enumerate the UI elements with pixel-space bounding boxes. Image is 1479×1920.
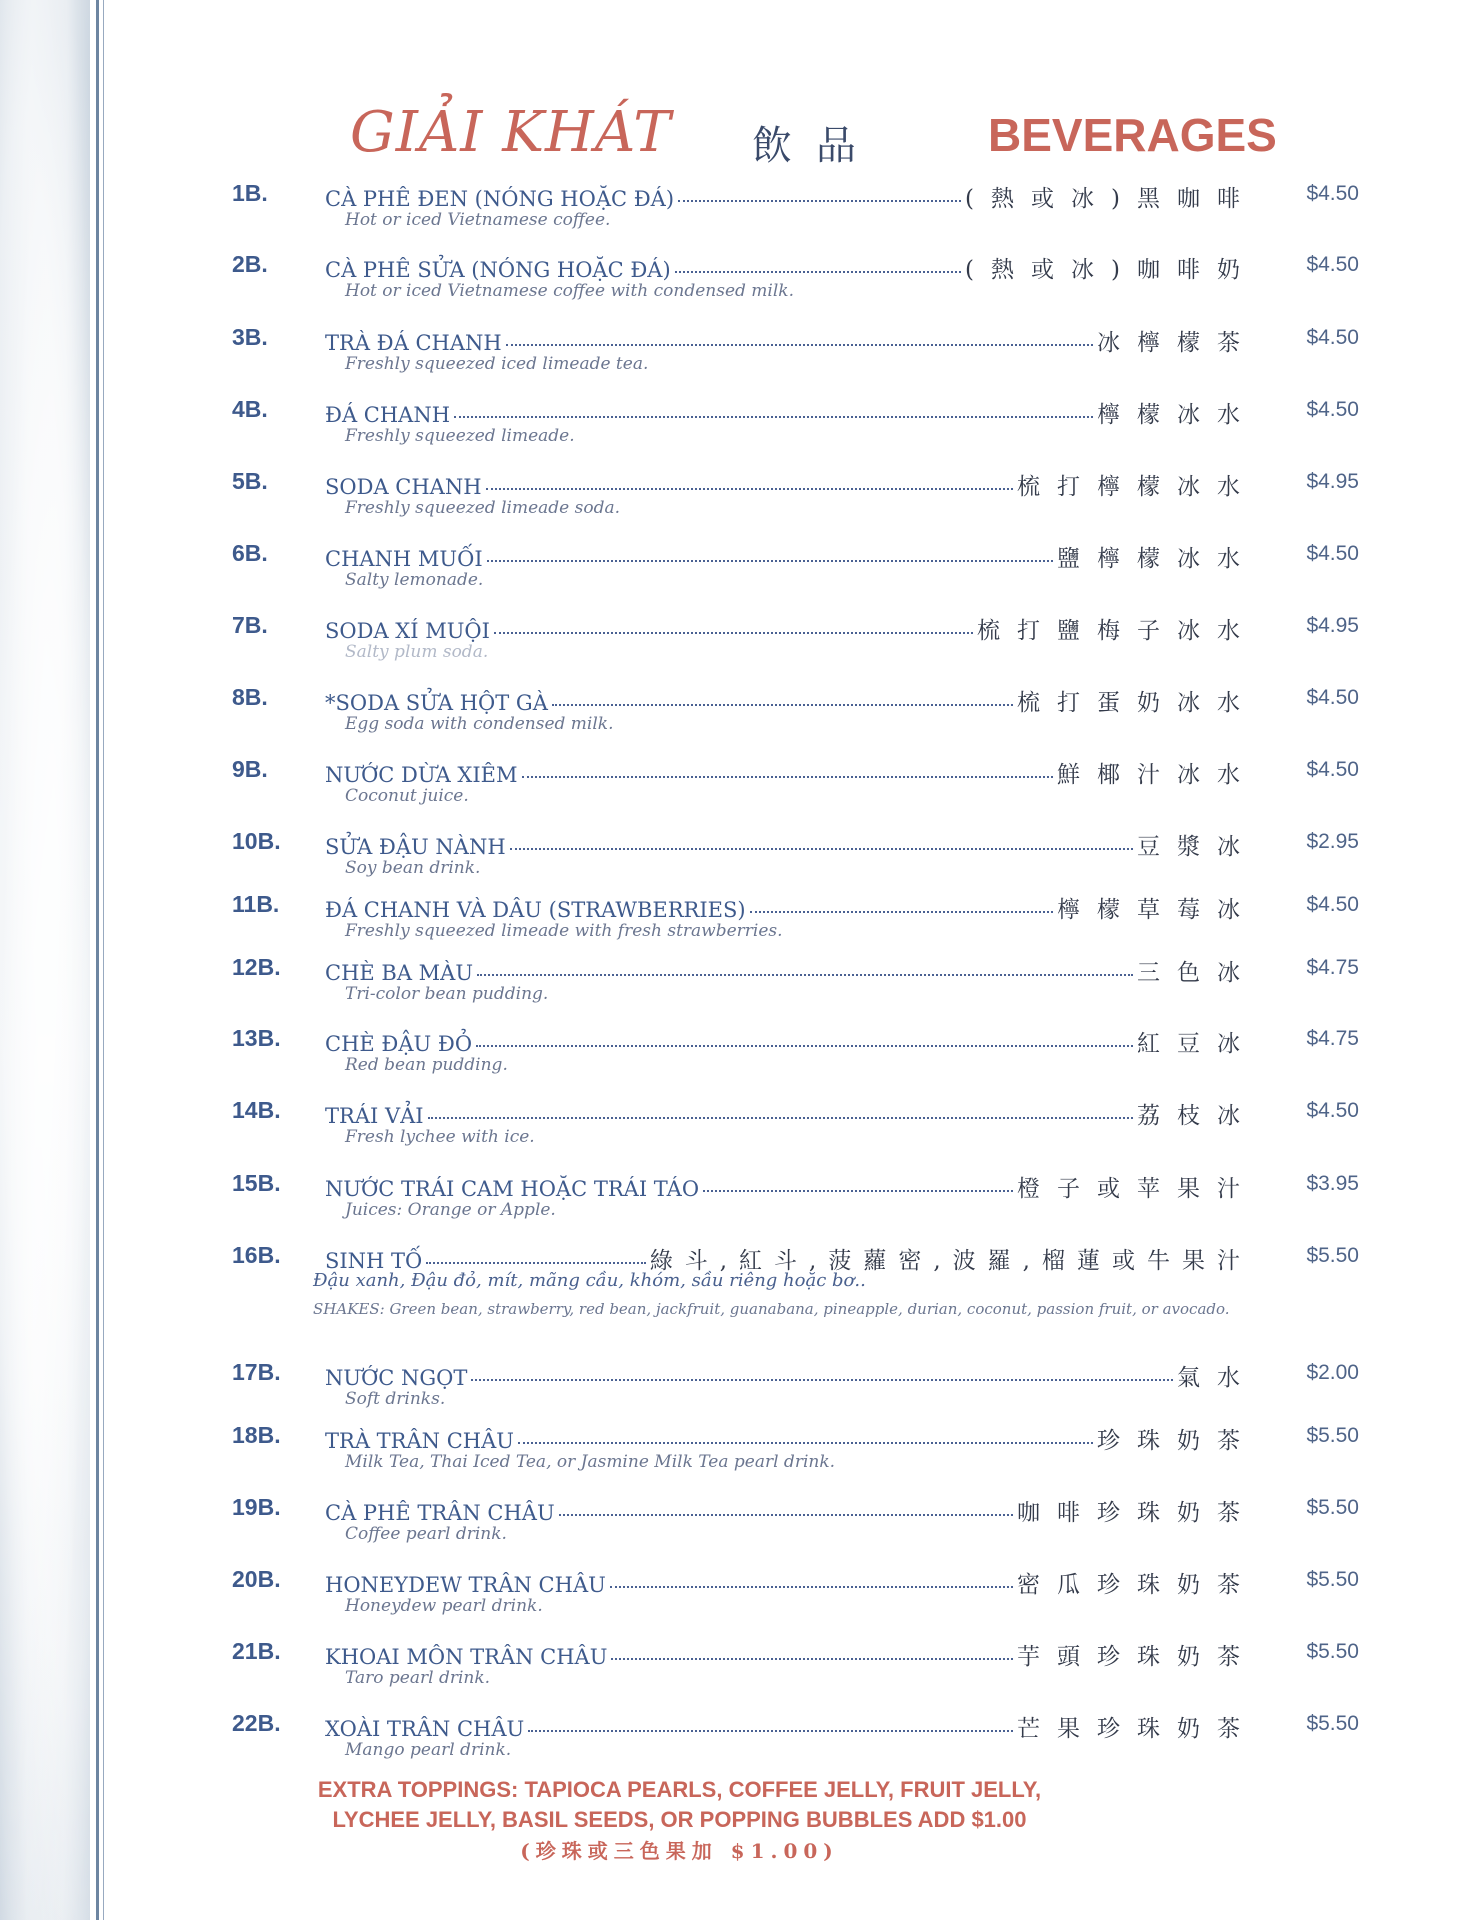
item-line [325, 954, 1257, 987]
item-price: $5.50 [1306, 1568, 1359, 1591]
item-description: Soy bean drink. [345, 858, 481, 878]
item-name: NƯỚC TRÁI CAM HOẶC TRÁI TÁO [325, 1177, 700, 1201]
dot-leader [487, 560, 1053, 562]
dot-leader [510, 848, 1133, 850]
item-line [325, 1494, 1257, 1527]
menu-item [0, 1025, 1479, 1085]
dot-leader [750, 911, 1053, 913]
menu-item [0, 540, 1479, 600]
item-number: 16B. [232, 1242, 281, 1268]
item-name: SODA CHANH [325, 475, 482, 499]
item-number: 6B. [232, 540, 268, 566]
item-description: Tri-color bean pudding. [345, 984, 549, 1004]
toppings-line-1: EXTRA TOPPINGS: TAPIOCA PEARLS, COFFEE JELLY, FRUIT JELLY, [317, 1777, 1042, 1802]
item-price: $5.50 [1306, 1640, 1359, 1663]
item-description: Honeydew pearl drink. [345, 1596, 543, 1616]
item-description: Salty plum soda. [345, 642, 489, 662]
dot-leader [610, 1586, 1013, 1588]
item-price: $2.00 [1306, 1361, 1359, 1384]
menu-item [0, 1359, 1479, 1419]
item-line [325, 756, 1257, 789]
menu-item [0, 180, 1479, 240]
menu-item [0, 324, 1479, 384]
item-line [325, 1566, 1257, 1599]
item-price: $4.50 [1306, 1099, 1359, 1122]
item-price: $4.50 [1306, 542, 1359, 565]
item-number: 10B. [232, 828, 281, 854]
item-description: Coconut juice. [345, 786, 469, 806]
menu-item [0, 891, 1479, 951]
toppings-line-chinese: (珍珠或三色果加 $1.00) [520, 1839, 839, 1863]
item-name: SINH TỐ [325, 1249, 423, 1273]
menu-item [0, 954, 1479, 1014]
item-line [325, 251, 1257, 284]
item-price: $4.50 [1306, 893, 1359, 916]
menu-header [0, 100, 1479, 180]
item-description: SHAKES: Green bean, strawberry, red bean, jackfruit, guanabana, pineapple, durian, coconut, passion fruit, or avocado. [313, 1300, 1230, 1318]
item-number: 19B. [232, 1494, 281, 1520]
item-line [325, 1170, 1257, 1203]
item-price: $4.75 [1306, 1027, 1359, 1050]
menu-item [0, 1638, 1479, 1698]
item-name: NƯỚC NGỌT [325, 1366, 468, 1390]
item-chinese-name: (熱或冰)黑咖啡 [965, 186, 1257, 212]
item-number: 3B. [232, 324, 268, 350]
item-chinese-name: 豆漿冰 [1137, 834, 1257, 860]
item-description: Fresh lychee with ice. [345, 1127, 535, 1147]
item-number: 14B. [232, 1097, 281, 1123]
item-chinese-name: 梳打鹽梅子冰水 [977, 618, 1257, 644]
item-description: Hot or iced Vietnamese coffee. [345, 210, 611, 230]
item-line [325, 891, 1257, 924]
item-chinese-name: 檸檬草莓冰 [1057, 897, 1257, 923]
title-chinese: 飲品 [752, 123, 880, 169]
dot-leader [454, 416, 1093, 418]
item-line [325, 1097, 1257, 1130]
item-description: Mango pearl drink. [345, 1740, 512, 1760]
item-number: 13B. [232, 1025, 281, 1051]
dot-leader [675, 271, 961, 273]
item-number: 18B. [232, 1422, 281, 1448]
menu-item [0, 1494, 1479, 1554]
item-chinese-name: 梳打檸檬冰水 [1017, 474, 1257, 500]
toppings-line-2: LYCHEE JELLY, BASIL SEEDS, OR POPPING BUBBLES ADD $1.00 [332, 1807, 1027, 1832]
item-price: $4.75 [1306, 956, 1359, 979]
item-chinese-name: 三色冰 [1137, 960, 1257, 986]
item-description: Red bean pudding. [345, 1055, 508, 1075]
item-number: 4B. [232, 396, 268, 422]
item-name: SODA XÍ MUỘI [325, 619, 490, 643]
item-price: $4.95 [1306, 470, 1359, 493]
item-name: TRÀ TRÂN CHÂU [325, 1429, 514, 1453]
dot-leader [506, 344, 1093, 346]
item-line [325, 468, 1257, 501]
item-line [325, 1025, 1257, 1058]
item-price: $5.50 [1306, 1244, 1359, 1267]
item-chinese-name: 咖啡珍珠奶茶 [1017, 1500, 1257, 1526]
item-name: CÀ PHÊ SỬA (NÓNG HOẶC ĐÁ) [325, 258, 671, 282]
item-name: SỬA ĐẬU NÀNH [325, 835, 506, 859]
item-chinese-name: 紅豆冰 [1137, 1031, 1257, 1057]
item-name: TRÀ ĐÁ CHANH [325, 331, 502, 355]
item-name: TRÁI VẢI [325, 1104, 424, 1128]
item-description: Hot or iced Vietnamese coffee with condensed milk. [345, 281, 794, 301]
dot-leader [471, 1379, 1173, 1381]
menu-item [0, 828, 1479, 888]
item-chinese-name: 芒果珍珠奶茶 [1017, 1716, 1257, 1742]
menu-item [0, 1566, 1479, 1626]
item-chinese-name: 鹽檸檬冰水 [1057, 546, 1257, 572]
item-chinese-name: 鮮椰汁冰水 [1057, 762, 1257, 788]
item-name: CÀ PHÊ TRÂN CHÂU [325, 1501, 555, 1525]
item-name: CHÈ BA MÀU [325, 961, 474, 985]
item-number: 21B. [232, 1638, 281, 1664]
item-price: $4.95 [1306, 614, 1359, 637]
item-number: 1B. [232, 180, 268, 206]
item-chinese-name: 冰檸檬茶 [1097, 330, 1257, 356]
item-description: Salty lemonade. [345, 570, 484, 590]
item-line [325, 1359, 1257, 1392]
title-vietnamese: GIẢI KHÁT [350, 100, 672, 165]
item-name: CHANH MUỐI [325, 547, 483, 571]
item-line [325, 1710, 1257, 1743]
item-name: CHÈ ĐẬU ĐỎ [325, 1032, 473, 1056]
item-chinese-name: 檸檬冰水 [1097, 402, 1257, 428]
item-line [325, 684, 1257, 717]
dot-leader [426, 1262, 645, 1264]
item-line [325, 1422, 1257, 1455]
item-name: HONEYDEW TRÂN CHÂU [325, 1573, 606, 1597]
item-description: Soft drinks. [345, 1389, 446, 1409]
item-line [325, 1638, 1257, 1671]
item-name: XOÀI TRÂN CHÂU [325, 1717, 525, 1741]
item-line [325, 324, 1257, 357]
item-description: Egg soda with condensed milk. [345, 714, 614, 734]
item-name: KHOAI MÔN TRÂN CHÂU [325, 1645, 608, 1669]
dot-leader [486, 488, 1013, 490]
item-price: $4.50 [1306, 758, 1359, 781]
menu-item [0, 468, 1479, 528]
item-chinese-name: 珍珠奶茶 [1097, 1428, 1257, 1454]
item-chinese-name: 梳打蛋奶冰水 [1017, 690, 1257, 716]
item-description: Juices: Orange or Apple. [345, 1200, 556, 1220]
item-description: Freshly squeezed iced limeade tea. [345, 354, 649, 374]
item-line [325, 612, 1257, 645]
menu-item [0, 612, 1479, 672]
item-price: $2.95 [1306, 830, 1359, 853]
title-english: BEVERAGES [988, 109, 1277, 161]
item-chinese-name: 橙子或苹果汁 [1017, 1176, 1257, 1202]
item-name: CÀ PHÊ ĐEN (NÓNG HOẶC ĐÁ) [325, 187, 675, 211]
item-description: Taro pearl drink. [345, 1668, 491, 1688]
menu-item [0, 1710, 1479, 1770]
item-chinese-name: 荔枝冰 [1137, 1103, 1257, 1129]
item-price: $5.50 [1306, 1712, 1359, 1735]
item-price: $4.50 [1306, 326, 1359, 349]
item-description: Freshly squeezed limeade with fresh strawberries. [345, 921, 783, 941]
dot-leader [611, 1658, 1013, 1660]
menu-item [0, 684, 1479, 744]
item-price: $4.50 [1306, 253, 1359, 276]
dot-leader [518, 1442, 1093, 1444]
item-chinese-name: (熱或冰)咖啡奶 [965, 257, 1257, 283]
menu-item [0, 756, 1479, 816]
item-chinese-name: 氣水 [1177, 1365, 1257, 1391]
dot-leader [559, 1514, 1013, 1516]
item-description: Milk Tea, Thai Iced Tea, or Jasmine Milk Tea pearl drink. [345, 1452, 836, 1472]
menu-item [0, 1170, 1479, 1230]
dot-leader [477, 974, 1133, 976]
dot-leader [476, 1045, 1133, 1047]
item-price: $5.50 [1306, 1496, 1359, 1519]
menu-item [0, 1422, 1479, 1482]
dot-leader [494, 632, 973, 634]
item-price: $5.50 [1306, 1424, 1359, 1447]
item-line [325, 396, 1257, 429]
item-number: 11B. [232, 891, 280, 917]
item-name: ĐÁ CHANH [325, 403, 451, 427]
item-number: 2B. [232, 251, 268, 277]
item-description: Freshly squeezed limeade soda. [345, 498, 620, 518]
item-name: ĐÁ CHANH VÀ DÂU (STRAWBERRIES) [325, 898, 746, 922]
item-number: 5B. [232, 468, 268, 494]
dot-leader [428, 1117, 1133, 1119]
dot-leader [678, 200, 961, 202]
item-number: 15B. [232, 1170, 281, 1196]
dot-leader [552, 704, 1013, 706]
menu-item [0, 396, 1479, 456]
item-chinese-name: 芋頭珍珠奶茶 [1017, 1644, 1257, 1670]
item-chinese-name: 密瓜珍珠奶茶 [1017, 1572, 1257, 1598]
extra-toppings-note [0, 1775, 1479, 1867]
dot-leader [703, 1190, 1013, 1192]
dot-leader [528, 1730, 1013, 1732]
item-number: 7B. [232, 612, 268, 638]
item-line [325, 540, 1257, 573]
item-price: $4.50 [1306, 398, 1359, 421]
item-name: *SODA SỬA HỘT GÀ [325, 691, 548, 715]
item-line [325, 828, 1257, 861]
item-description: Coffee pearl drink. [345, 1524, 507, 1544]
item-number: 17B. [232, 1359, 281, 1385]
item-price: $3.95 [1306, 1172, 1359, 1195]
item-description: Freshly squeezed limeade. [345, 426, 575, 446]
item-number: 12B. [232, 954, 281, 980]
dot-leader [522, 776, 1054, 778]
item-number: 22B. [232, 1710, 281, 1736]
item-price: $4.50 [1306, 182, 1359, 205]
item-line [325, 180, 1257, 213]
item-number: 9B. [232, 756, 268, 782]
item-description-vietnamese: Đậu xanh, Đậu đỏ, mít, mãng cầu, khóm, sầu riêng hoặc bơ.. [313, 1270, 866, 1291]
item-name: NƯỚC DỪA XIÊM [325, 763, 518, 787]
menu-item [0, 1242, 1479, 1318]
item-chinese-name: 綠斗,紅斗,菠蘿密,波羅,榴蓮或牛果汁 [649, 1248, 1252, 1274]
menu-item [0, 251, 1479, 311]
item-number: 20B. [232, 1566, 281, 1592]
menu-item [0, 1097, 1479, 1157]
item-price: $4.50 [1306, 686, 1359, 709]
item-number: 8B. [232, 684, 268, 710]
